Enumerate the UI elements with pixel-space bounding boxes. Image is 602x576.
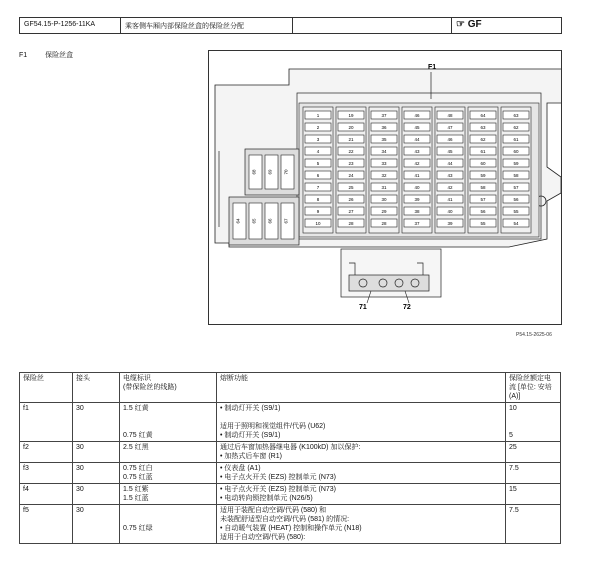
fuse-cell: f1: [20, 403, 73, 442]
col-header-fuse: 保险丝: [20, 373, 73, 403]
fuse-number: 35: [381, 137, 387, 143]
fuse-number: 45: [414, 125, 420, 131]
fuse-number: 55: [480, 221, 486, 227]
fuse-number: 43: [447, 173, 453, 179]
fuse-number: 58: [480, 185, 486, 191]
col-header-terminal: 接头: [73, 373, 120, 403]
fuse-number: 26: [348, 197, 354, 203]
fuse-number: 62: [513, 125, 519, 131]
fuse-number: 60: [513, 149, 519, 155]
callout-71: 71: [359, 304, 367, 311]
fuse-number: 8: [316, 197, 320, 203]
fuse-table: [19, 372, 561, 544]
section-title: 保险丝盒: [45, 52, 74, 59]
function-cell: • 仪表盘 (A1) • 电子点火开关 (EZS) 控制单元 (N73): [217, 463, 506, 484]
fuse-number: 42: [414, 161, 420, 167]
function-cell: • 电子点火开关 (EZS) 控制单元 (N73) • 电动转向锁控制单元 (N26/5): [217, 484, 506, 505]
callout-72: 72: [403, 304, 411, 311]
table-row: [20, 505, 561, 544]
fuse-number: 31: [381, 185, 387, 191]
fuse-number: 39: [414, 197, 420, 203]
fuse-number: 5: [316, 161, 320, 167]
relay-number: 64: [235, 218, 241, 224]
function-cell: 通过后车窗加热器继电器 (K100kD) 加以保护: • 加热式后车窗 (R1): [217, 442, 506, 463]
fuse-number: 40: [414, 185, 420, 191]
wire-cell: 0.75 红白 0.75 红蓝: [120, 463, 217, 484]
relay-number: 68: [251, 169, 257, 175]
fuse-number: 24: [348, 173, 354, 179]
gf-link[interactable]: [452, 18, 561, 33]
fuse-number: 28: [348, 221, 354, 227]
fuse-number: 30: [381, 197, 387, 203]
fuse-number: 29: [381, 209, 387, 215]
fuse-number: 44: [447, 161, 453, 167]
relay-number: 69: [267, 169, 273, 175]
fuse-cell: f2: [20, 442, 73, 463]
rating-cell: 25: [506, 442, 561, 463]
wire-cell: 0.75 红绿: [120, 505, 217, 544]
fuse-number: 19: [348, 113, 354, 119]
fuse-number: 9: [316, 209, 320, 215]
fuse-number: 48: [447, 113, 453, 119]
fuse-number: 57: [513, 185, 519, 191]
terminal-cell: 30: [73, 484, 120, 505]
callout-f1: F1: [428, 64, 437, 71]
fuse-number: 41: [447, 197, 453, 203]
fuse-box-drawing: [209, 51, 561, 324]
fuse-number: 27: [348, 209, 354, 215]
gf-label: GF: [467, 19, 482, 30]
fuse-number: 20: [348, 125, 354, 131]
function-cell: • 制动灯开关 (S9/1) 适用于照明和视觉组件/代码 (U62) • 制动灯开关 (S9/1): [217, 403, 506, 442]
fuse-number: 2: [316, 125, 320, 131]
fuse-number: 25: [348, 185, 354, 191]
fuse-grid: [303, 107, 531, 233]
terminal-cell: 30: [73, 505, 120, 544]
fuse-number: 7: [316, 185, 320, 191]
table-row: [20, 403, 561, 442]
fuse-number: 46: [447, 137, 453, 143]
fuse-number: 42: [447, 185, 453, 191]
relay-number: 67: [283, 218, 289, 224]
fuse-cell: f3: [20, 463, 73, 484]
fuse-number: 45: [447, 149, 453, 155]
fuse-number: 10: [315, 221, 321, 227]
fuse-number: 47: [447, 125, 453, 131]
rating-cell: 7.5: [506, 463, 561, 484]
fuse-number: 23: [348, 161, 354, 167]
fuse-number: 34: [381, 149, 387, 155]
relay-number: 70: [283, 169, 289, 175]
fuse-number: 37: [381, 113, 387, 119]
fuse-number: 4: [316, 149, 320, 155]
doc-title: 乘客侧车厢内部保险丝盒的保险丝分配: [121, 18, 293, 33]
fuse-number: 6: [316, 173, 320, 179]
terminal-cell: 30: [73, 463, 120, 484]
doc-id: GF54.15-P-1256-11KA: [20, 18, 121, 33]
fuse-number: 57: [480, 197, 486, 203]
fuse-number: 64: [480, 113, 486, 119]
fuse-number: 63: [480, 125, 486, 131]
fuse-number: 56: [480, 209, 486, 215]
fuse-number: 37: [414, 221, 420, 227]
col-header-wire: 电缆标识 (带保险丝的线路): [120, 373, 217, 403]
document-header: [19, 17, 562, 34]
fuse-number: 28: [381, 221, 387, 227]
fuse-number: 22: [348, 149, 354, 155]
fuse-number: 33: [381, 161, 387, 167]
wire-cell: 1.5 红黄 0.75 红黄: [120, 403, 217, 442]
fuse-number: 62: [480, 137, 486, 143]
figure-reference: P54.15-2625-06: [516, 332, 552, 338]
function-cell: 适用于装配自动空调/代码 (580) 和 未装配舒适型自动空调/代码 (581) 的情况: • 自动暖气装置 (HEAT) 控制和操作单元 (N18) 适用于自动空调/代码 (580):: [217, 505, 506, 544]
fuse-number: 39: [447, 221, 453, 227]
col-header-rating: 保险丝额定电流 [单位: 安培 (A)]: [506, 373, 561, 403]
fuse-number: 21: [348, 137, 354, 143]
fuse-number: 61: [480, 149, 486, 155]
table-row: [20, 442, 561, 463]
fuse-number: 61: [513, 137, 519, 143]
fuse-cell: f5: [20, 505, 73, 544]
fuse-number: 43: [414, 149, 420, 155]
fuse-number: 58: [513, 173, 519, 179]
fuse-number: 60: [480, 161, 486, 167]
table-row: [20, 484, 561, 505]
relay-number: 65: [251, 218, 257, 224]
fuse-number: 1: [316, 113, 320, 119]
table-header-row: [20, 373, 561, 403]
fuse-number: 59: [513, 161, 519, 167]
fuse-box-diagram: [208, 50, 562, 325]
relay-number: 66: [267, 218, 273, 224]
rating-cell: 7.5: [506, 505, 561, 544]
section-id: F1: [19, 52, 28, 59]
fuse-number: 54: [513, 221, 519, 227]
terminal-cell: 30: [73, 403, 120, 442]
fuse-number: 3: [316, 137, 320, 143]
fuse-number: 56: [513, 197, 519, 203]
rating-cell: 10 5: [506, 403, 561, 442]
fuse-cell: f4: [20, 484, 73, 505]
fuse-number: 41: [414, 173, 420, 179]
fuse-number: 46: [414, 113, 420, 119]
fuse-number: 36: [381, 125, 387, 131]
fuse-number: 44: [414, 137, 420, 143]
wire-cell: 1.5 红紫 1.5 红蓝: [120, 484, 217, 505]
fuse-number: 40: [447, 209, 453, 215]
terminal-cell: 30: [73, 442, 120, 463]
pointing-hand-icon: ☞: [456, 19, 465, 30]
header-empty-cell: [293, 18, 452, 33]
fuse-number: 32: [381, 173, 387, 179]
section-label: [19, 50, 73, 60]
col-header-function: 熔断功能: [217, 373, 506, 403]
rating-cell: 15: [506, 484, 561, 505]
wire-cell: 2.5 红黑: [120, 442, 217, 463]
fuse-number: 59: [480, 173, 486, 179]
table-row: [20, 463, 561, 484]
fuse-number: 63: [513, 113, 519, 119]
fuse-number: 38: [414, 209, 420, 215]
fuse-number: 55: [513, 209, 519, 215]
